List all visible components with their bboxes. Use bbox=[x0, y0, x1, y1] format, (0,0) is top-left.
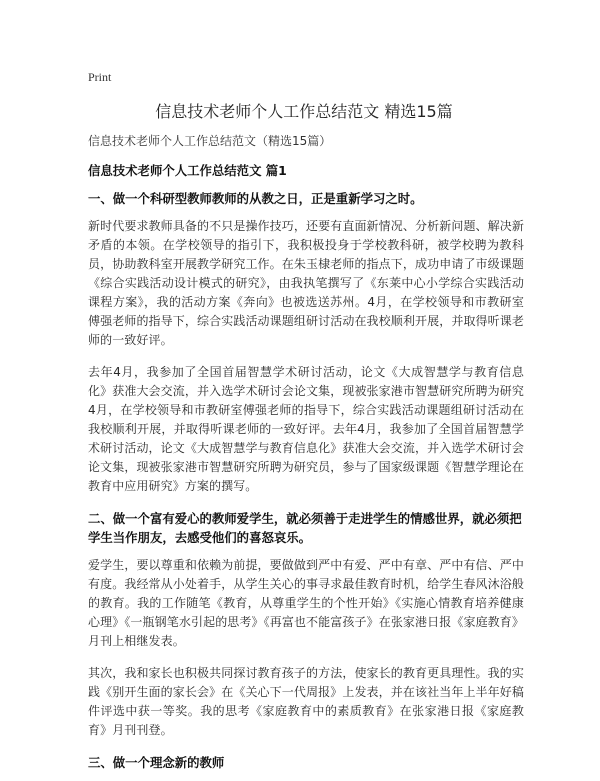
print-link[interactable]: Print bbox=[88, 70, 112, 84]
paragraph-1: 新时代要求教师具备的不只是操作技巧，还要有直面新情况、分析新问题、解决新矛盾的本领。在学校领导的指引下，我积极投身于学校教科研，被学校聘为教科员，协助教科室开展教学研究工作。在朱玉棣老师的指点下，成功申请了市级课题《综合实践活动设计模式的研究》，由我执笔撰写了《东莱中心小学综合实践活动课程方案》，我的活动方案《奔向》也被选送苏州。4月，在学校领导和市教研室傅强老师的指导下，综合实践活动课题组研讨活动在我校顺利开展，并取得听课老师的一致好评。 bbox=[88, 219, 524, 347]
paragraph-3: 爱学生，要以尊重和依赖为前提，要做做到严中有爱、严中有章、严中有信、严中有度。我经常从小处着手，从学生关心的事寻求最佳教育时机，给学生春风沐浴般的教育。我的工作随笔《教育，从尊重学生的个性开始》《实施心情教育培养健康心理》《一瓶钢笔水引起的思考》《再富也不能富孩子》在张家港日报《家庭教育》月刊上相继发表。 bbox=[88, 558, 524, 648]
document-body bbox=[88, 132, 524, 781]
section-title: 信息技术老师个人工作总结范文 篇1 bbox=[88, 163, 287, 178]
heading-researcher-teacher: 一、做一个科研型教师教师的从教之日，正是重新学习之时。 bbox=[88, 191, 423, 206]
document-subtitle: 信息技术老师个人工作总结范文（精选15篇） bbox=[88, 134, 332, 148]
heading-caring-teacher: 二、做一个富有爱心的教师爱学生，就必须善于走进学生的情感世界，就必须把学生当作朋友，去感受他们的喜怒哀乐。 bbox=[88, 511, 522, 545]
paragraph-4: 其次，我和家长也积极共同探讨教育孩子的方法，使家长的教育更具理性。我的实践《别开生面的家长会》在《关心下一代周报》上发表，并在该社当年上半年好稿件评选中获一等奖。我的思考《家庭教育中的素质教育》在张家港日报《家庭教育》月刊刊登。 bbox=[88, 666, 524, 737]
paragraph-2: 去年4月，我参加了全国首届智慧学术研讨活动，论文《大成智慧学与教育信息化》获准大会交流，并入选学术研讨会论文集，现被张家港市智慧研究所聘为研究4月，在学校领导和市教研室傅强老师的指导下，综合实践活动课题组研讨活动在我校顺利开展，并取得听课老师的一致好评。去年4月，我参加了全国首届智慧学术研讨活动，论文《大成智慧学与教育信息化》获准大会交流，并入选学术研讨会论文集，现被张家港市智慧研究所聘为研究员，参与了国家级课题《智慧学理论在教育中应用研究》方案的撰写。 bbox=[88, 365, 524, 493]
page-title: 信息技术老师个人工作总结范文 精选15篇 bbox=[155, 102, 453, 121]
heading-new-ideas-teacher: 三、做一个理念新的教师 bbox=[88, 755, 225, 770]
